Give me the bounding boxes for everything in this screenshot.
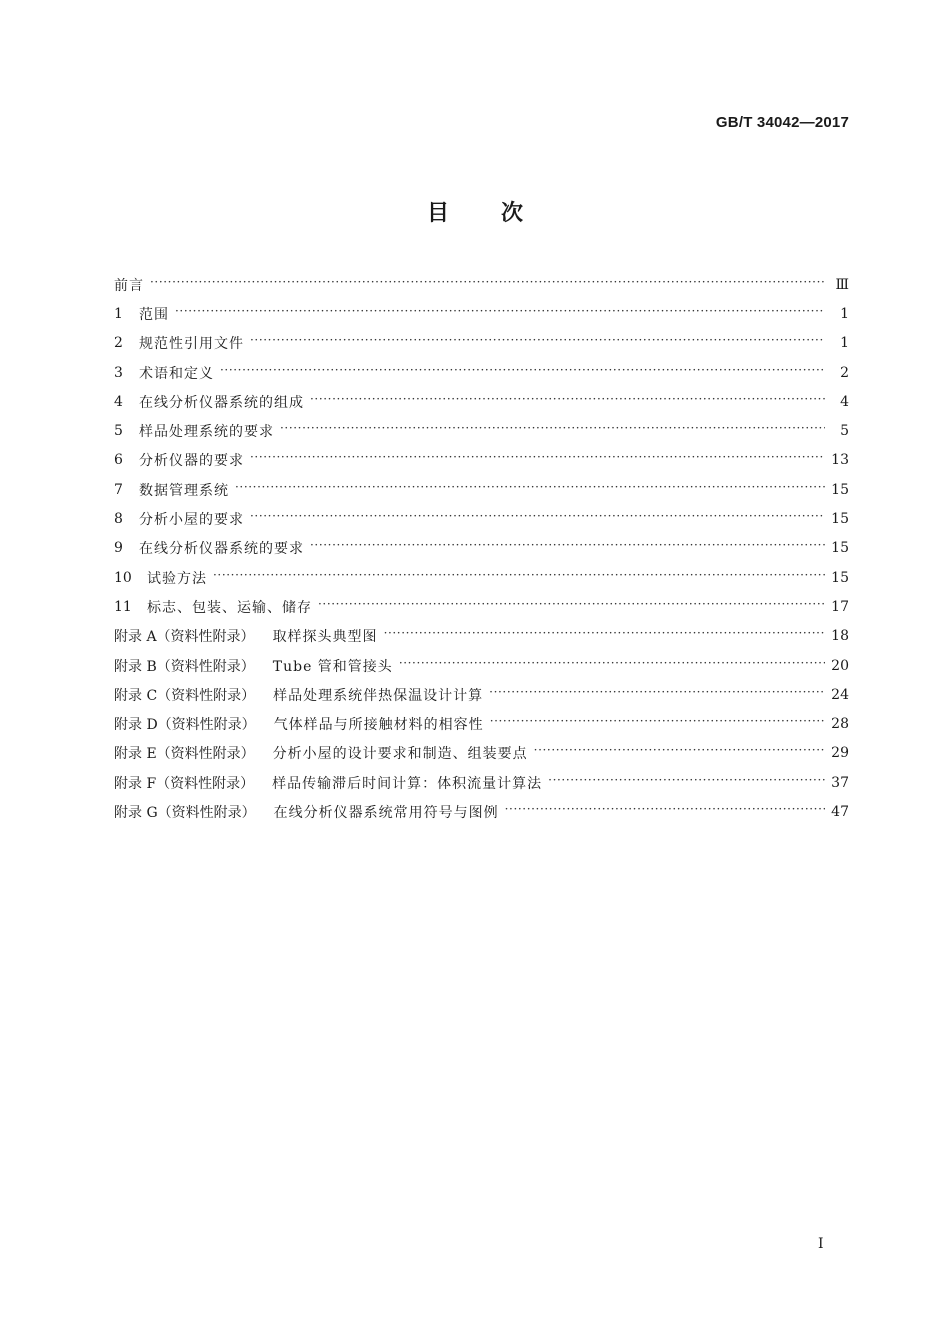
toc-entry-number: 2 — [114, 335, 123, 352]
toc-entry-number: 4 — [114, 393, 123, 410]
toc-entry-title: 取样探头典型图 — [272, 629, 378, 646]
toc-entry-number: 10 — [114, 569, 132, 586]
toc-entry-title: Tube 管和管接头 — [272, 658, 393, 675]
toc-leader — [310, 540, 825, 556]
toc-entry-number: 8 — [114, 511, 123, 528]
toc-title-char-1: 目 — [426, 201, 449, 226]
toc-entry-title: 分析小屋的设计要求和制造、组装要点 — [272, 746, 528, 763]
toc-entry-number: 3 — [114, 364, 123, 381]
standard-code: GB/T 34042—2017 — [715, 114, 849, 131]
toc-entry-title: 样品处理系统伴热保温设计计算 — [273, 687, 484, 704]
toc-appendix-label: 附录 F（资料性附录） — [114, 775, 255, 792]
toc-entry-title: 气体样品与所接触材料的相容性 — [273, 717, 484, 734]
toc-entry-number: 1 — [114, 305, 123, 322]
toc-leader — [490, 716, 825, 732]
toc-entry-page: 24 — [831, 686, 849, 703]
toc-entry-number: 11 — [114, 598, 132, 615]
toc-entry-page: 37 — [831, 774, 849, 791]
toc-entry-appendix-a[interactable] — [114, 622, 849, 651]
toc-leader — [534, 745, 825, 761]
toc-entry-number: 7 — [114, 481, 123, 498]
toc-leader — [235, 482, 825, 498]
toc-entry-2[interactable] — [114, 329, 849, 358]
toc-appendix-label: 附录 A（资料性附录） — [114, 629, 255, 646]
toc-entry-number: 6 — [114, 452, 123, 469]
toc-entry-page: 15 — [831, 569, 849, 586]
toc-entry-5[interactable] — [114, 416, 849, 445]
toc-entry-title: 分析仪器的要求 — [139, 453, 244, 470]
toc-entry-4[interactable] — [114, 387, 849, 416]
toc-entry-page: 47 — [831, 803, 849, 820]
toc-entry-page: Ⅲ — [835, 276, 849, 293]
toc-entry-title: 在线分析仪器系统常用符号与图例 — [273, 804, 499, 821]
toc-entry-title: 试验方法 — [147, 570, 207, 587]
toc-entry-page: 13 — [831, 452, 849, 469]
toc-leader — [213, 570, 825, 586]
toc-entry-title: 样品传输滞后时间计算：体积流量计算法 — [272, 775, 543, 792]
toc-leader — [548, 775, 825, 791]
toc-leader — [489, 687, 825, 703]
toc-entry-number: 9 — [114, 540, 123, 557]
toc-leader — [318, 599, 825, 615]
toc-leader — [384, 628, 825, 644]
toc-leader — [250, 511, 825, 527]
toc-entry-title: 在线分析仪器系统的组成 — [139, 394, 304, 411]
toc-title — [0, 196, 950, 227]
toc-entry-title: 在线分析仪器系统的要求 — [139, 541, 304, 558]
toc-appendix-label: 附录 E（资料性附录） — [114, 746, 255, 763]
toc-entry-title: 范围 — [139, 306, 169, 323]
toc-entry-page: 28 — [831, 716, 849, 733]
toc-entry-page: 15 — [831, 540, 849, 557]
toc-entry-preface[interactable] — [114, 270, 849, 299]
toc-entry-page: 1 — [840, 305, 849, 322]
toc-entry-title: 数据管理系统 — [139, 482, 229, 499]
toc-leader — [505, 804, 825, 820]
toc-entry-title: 分析小屋的要求 — [139, 512, 244, 529]
toc-leader — [399, 658, 825, 674]
toc-entry-appendix-c[interactable] — [114, 680, 849, 709]
toc-entry-number: 5 — [114, 423, 123, 440]
toc-entry-9[interactable] — [114, 534, 849, 563]
toc-list — [114, 270, 849, 827]
toc-leader — [150, 277, 825, 293]
toc-entry-page: 1 — [840, 335, 849, 352]
toc-entry-appendix-e[interactable] — [114, 739, 849, 768]
toc-entry-appendix-b[interactable] — [114, 651, 849, 680]
toc-entry-page: 20 — [831, 657, 849, 674]
toc-appendix-label: 附录 D（资料性附录） — [114, 717, 256, 734]
toc-entry-appendix-g[interactable] — [114, 797, 849, 826]
toc-leader — [250, 452, 825, 468]
toc-appendix-label: 附录 C（资料性附录） — [114, 687, 256, 704]
toc-entry-page: 4 — [840, 393, 849, 410]
toc-appendix-label: 附录 B（资料性附录） — [114, 658, 255, 675]
toc-entry-page: 2 — [840, 364, 849, 381]
toc-entry-title: 规范性引用文件 — [139, 336, 244, 353]
toc-entry-1[interactable] — [114, 299, 849, 328]
toc-entry-3[interactable] — [114, 358, 849, 387]
toc-entry-title: 标志、包装、运输、储存 — [147, 599, 312, 616]
toc-entry-10[interactable] — [114, 563, 849, 592]
toc-entry-page: 15 — [831, 511, 849, 528]
toc-leader — [310, 394, 825, 410]
toc-entry-page: 18 — [831, 628, 849, 645]
toc-leader — [220, 365, 825, 381]
toc-entry-appendix-d[interactable] — [114, 709, 849, 738]
toc-title-char-2: 次 — [501, 201, 524, 226]
page-number: I — [818, 1236, 824, 1252]
toc-entry-7[interactable] — [114, 475, 849, 504]
toc-entry-11[interactable] — [114, 592, 849, 621]
toc-entry-page: 5 — [840, 423, 849, 440]
toc-appendix-label: 附录 G（资料性附录） — [114, 804, 256, 821]
toc-leader — [250, 335, 825, 351]
toc-entry-title: 前言 — [114, 277, 144, 294]
toc-entry-8[interactable] — [114, 504, 849, 533]
toc-leader — [175, 306, 825, 322]
toc-entry-title: 术语和定义 — [139, 365, 214, 382]
toc-entry-appendix-f[interactable] — [114, 768, 849, 797]
toc-entry-title: 样品处理系统的要求 — [139, 424, 274, 441]
toc-entry-page: 29 — [831, 745, 849, 762]
toc-entry-page: 17 — [831, 598, 849, 615]
toc-entry-page: 15 — [831, 481, 849, 498]
toc-leader — [280, 423, 825, 439]
toc-entry-6[interactable] — [114, 446, 849, 475]
